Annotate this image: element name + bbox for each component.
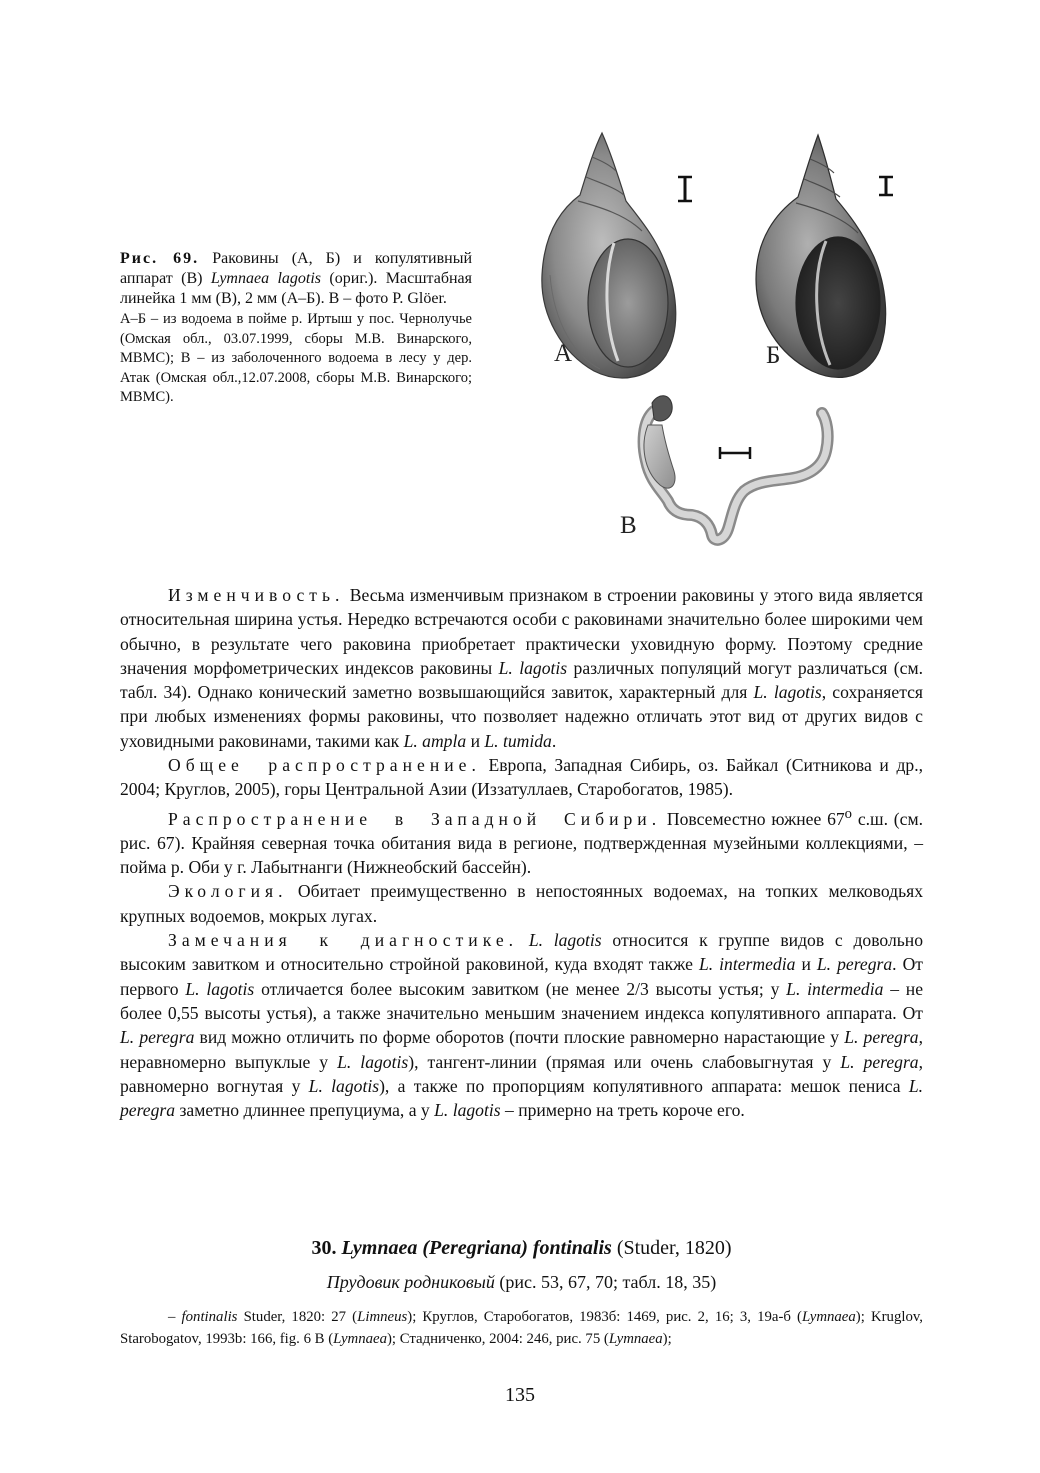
species-name: L. peregra (844, 1027, 919, 1048)
species-name: L. lagotis (753, 682, 822, 703)
text-run: ); (662, 1331, 672, 1347)
text-run: ); Kruglov, Starobogatov, 1993b: 166, fig. 6 B ( (120, 1309, 923, 1347)
species-heading (120, 1237, 923, 1260)
scale-bar-v (720, 447, 750, 459)
species-name: L. lagotis (528, 930, 602, 951)
text-run: – не более 0,55 высоты устья), а также значительно меньшим значением индекса копулятивного аппарата. От (120, 978, 924, 1023)
text-run: Повсеместно южнее 67 (661, 808, 845, 829)
text-run: Весьма изменчивым признаком в строении раковины у этого вида является относительная ширина устья. Нередко встречаются особи с раковинами значительно более широкими чем обычно, в результате чего раковина приобретает практически уховидную форму. Поэтому средние значения морфометрических индексов раковины (120, 585, 923, 678)
paragraph-ecology (120, 879, 923, 928)
text-run: вид можно отличить по форме оборотов (почти плоские равномерно нарастающие у (194, 1027, 845, 1048)
copulatory-apparatus (644, 396, 828, 540)
text-run: Обитает преимущественно в непостоянных водоемах, на топких мелководьях крупных водоемов, мокрых лугах. (120, 881, 923, 926)
text-run: ), тангент-линии (прямая или очень слабовыгнутая у (408, 1051, 841, 1072)
section-lead: Изменчивость. (168, 585, 345, 605)
species-name: L. lagotis (498, 657, 568, 678)
taxon-name: fontinalis (181, 1309, 238, 1325)
species-name: L. lagotis (185, 978, 255, 999)
taxon-name: Limneus (357, 1309, 408, 1325)
species-name: L. lagotis (308, 1075, 380, 1096)
species-name: L. tumida (484, 730, 552, 751)
species-subheading (120, 1272, 923, 1293)
text-run (518, 930, 529, 950)
text-run: – (168, 1309, 182, 1325)
page-number: 135 (505, 1384, 535, 1406)
species-name: L. ampla (403, 730, 467, 751)
label-b: Б (766, 342, 781, 369)
species-name: L. lagotis (337, 1051, 409, 1072)
paragraph-west-siberia (120, 802, 923, 880)
text-run: Европа, Западная Сибирь, оз. Байкал (Ситникова и др., 2004; Круглов, 2005), горы Центральной Азии (Иззатуллаев, Старобогатов, 1985). (120, 755, 923, 800)
scale-bar-a (678, 177, 692, 201)
text-run: заметно длиннее препуциума, а у (175, 1100, 435, 1121)
synonymy (120, 1306, 923, 1350)
species-name: L. peregra (120, 1075, 923, 1121)
text-run: ); Стадниченко, 2004: 246, рис. 75 ( (386, 1331, 609, 1347)
paragraph-diagnostics (120, 928, 923, 1122)
species-name: L. peregra (840, 1051, 919, 1072)
text-run: , сохраняется при любых изменениях формы раковины, что позволяет надежно отличать этот вид от других видов с уховидными раковинами, такими как (120, 682, 923, 751)
taxon-name: Lymnaea (608, 1331, 663, 1347)
figure-label: Рис. 69. (120, 250, 200, 267)
text-run: , равномерно вогнутая у (120, 1051, 923, 1096)
section-lead: Экология. (168, 881, 288, 902)
shell-b (756, 135, 886, 377)
section-lead: Распространение в Западной Сибири. (168, 808, 662, 829)
caption-text: (ориг.). Масштабная линейка 1 мм (В), 2 мм (А–Б). В – фото P. Glöer. (120, 270, 473, 307)
label-v: В (620, 512, 637, 539)
section-lead: Общее распространение. (168, 755, 481, 776)
taxon-name: Lymnaea (801, 1309, 856, 1325)
paragraph-variability (120, 583, 923, 753)
main-text (120, 583, 923, 1122)
section-lead: Замечания к диагностике. (168, 930, 519, 951)
species-name: L. peregra (120, 1027, 195, 1048)
text-run: , неравномерно выпуклые у (120, 1027, 923, 1072)
common-name: Прудовик родниковый (326, 1272, 495, 1292)
figure-69 (530, 125, 950, 565)
species-name: L. intermedia (698, 954, 796, 975)
caption-text: Раковины (А, Б) и копулятивный аппарат (В) (120, 250, 473, 287)
species-name: L. intermedia (786, 978, 884, 999)
species-author: (Studer, 1820) (611, 1237, 732, 1259)
species-name: L. lagotis (434, 1100, 501, 1121)
figure-refs: (рис. 53, 67, 70; табл. 18, 35) (494, 1272, 717, 1292)
text-run: отличается более высоким завитком (не менее 2/3 высоты устья; у (254, 978, 787, 999)
text-run: – примерно на треть короче его. (500, 1100, 745, 1121)
text-run: ); Круглов, Старобогатов, 1983б: 1469, рис. 2, 16; 3, 19а-б ( (407, 1309, 802, 1325)
figure-69-image (530, 125, 950, 565)
text-run: и (466, 730, 485, 751)
text-run: Studer, 1820: 27 ( (237, 1309, 358, 1325)
species-name: L. peregra (816, 954, 893, 975)
text-run: . (551, 730, 557, 751)
figure-caption (120, 249, 472, 408)
species-title: Lymnaea (Peregriana) fontinalis (341, 1237, 612, 1259)
text-run: различных популяций могут различаться (см. табл. 34). Однако конический заметно возвышающийся завиток, характерный для (120, 657, 923, 703)
text-run: . От первого (120, 954, 923, 999)
text-run: относится к группе видов с довольно высоким завитком и относительно стройной раковиной, куда входят также (120, 930, 923, 975)
degree-sign: o (844, 805, 852, 822)
caption-species: Lymnaea lagotis (210, 270, 322, 287)
species-number: 30. (311, 1237, 342, 1259)
text-run: ), а также по пропорциям копулятивного аппарата: мешок пениса (379, 1075, 909, 1096)
figure-caption-details: А–Б – из водоема в пойме р. Иртыш у пос. Чернолучье (Омская обл., 03.07.1999, сборы М.В. Винарского, МВМС); В – из заболоченного водоема в лесу у дер. Атак (Омская обл.,12.07.2008, сборы М.В. Винарского; МВМС). (120, 311, 472, 405)
scale-bar-b (879, 177, 893, 195)
taxon-name: Lymnaea (333, 1331, 387, 1347)
paragraph-distribution (120, 753, 923, 802)
label-a: А (554, 340, 573, 367)
text-run: с.ш. (см. рис. 67). Крайняя северная точка обитания вида в регионе, подтвержденная музейными коллекциями, – пойма р. Оби у г. Лабытнанги (Нижнеобский бассейн). (120, 808, 923, 878)
text-run: и (795, 954, 817, 975)
figure-caption-main (120, 249, 472, 309)
